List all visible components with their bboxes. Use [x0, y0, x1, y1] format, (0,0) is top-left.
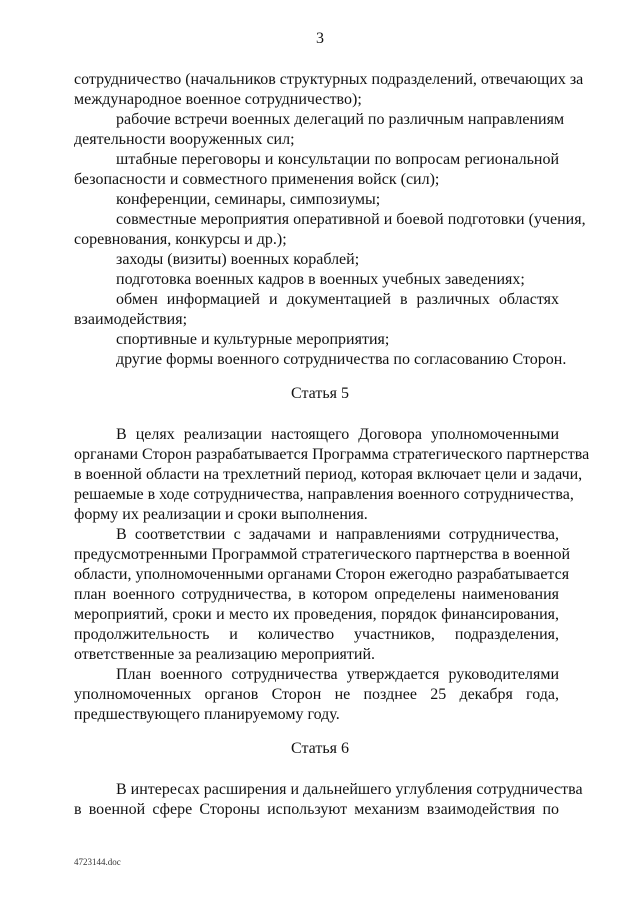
- article-line: форму их реализации и сроки выполнения.: [74, 506, 368, 523]
- list-line: спортивные и культурные мероприятия;: [116, 331, 390, 348]
- article-line: мероприятий, сроки и место их проведения, порядок финансирования,: [74, 606, 559, 623]
- page-number: 3: [316, 30, 324, 47]
- list-line: другие формы военного сотрудничества по согласованию Сторон.: [116, 351, 567, 368]
- list-line: взаимодействия;: [74, 311, 188, 328]
- list-line: соревнования, конкурсы и др.);: [74, 231, 287, 248]
- article-line: области, уполномоченными органами Сторон ежегодно разрабатывается: [74, 566, 570, 583]
- file-name-footer: 4723144.doc: [74, 857, 121, 867]
- list-line: обмен информацией и документацией в различных областях: [116, 291, 559, 308]
- article-line: уполномоченных органов Сторон не позднее 25 декабря года,: [74, 686, 559, 703]
- article-line: в военной сфере Стороны используют механизм взаимодействия по: [74, 801, 559, 818]
- article-line: предшествующего планируемому году.: [74, 706, 340, 723]
- list-line: безопасности и совместного применения войск (сил);: [74, 171, 440, 188]
- list-line: сотрудничество (начальников структурных подразделений, отвечающих за: [74, 71, 584, 88]
- article-line: продолжительность и количество участников, подразделения,: [74, 626, 559, 643]
- list-line: штабные переговоры и консультации по вопросам региональной: [116, 151, 559, 168]
- article-line: план военного сотрудничества, в котором определены наименования: [74, 586, 559, 603]
- list-line: подготовка военных кадров в военных учебных заведениях;: [116, 271, 525, 288]
- article-line: В целях реализации настоящего Договора уполномоченными: [116, 426, 559, 443]
- article-line: ответственные за реализацию мероприятий.: [74, 646, 375, 663]
- article-line: предусмотренными Программой стратегического партнерства в военной: [74, 546, 571, 563]
- article-heading: Статья 6: [291, 740, 349, 757]
- article-line: органами Сторон разрабатывается Программа стратегического партнерства: [74, 446, 590, 463]
- list-line: рабочие встречи военных делегаций по различным направлениям: [116, 111, 565, 128]
- article-line: решаемые в ходе сотрудничества, направления военного сотрудничества,: [74, 486, 574, 503]
- article-heading: Статья 5: [291, 385, 349, 402]
- article-line: План военного сотрудничества утверждается руководителями: [116, 666, 559, 683]
- article-line: В интересах расширения и дальнейшего углубления сотрудничества: [116, 781, 583, 798]
- list-line: совместные мероприятия оперативной и боевой подготовки (учения,: [116, 211, 586, 228]
- list-line: конференции, семинары, симпозиумы;: [116, 191, 381, 208]
- article-line: В соответствии с задачами и направлениями сотрудничества,: [116, 526, 559, 543]
- list-line: деятельности вооруженных сил;: [74, 131, 295, 148]
- article-line: в военной области на трехлетний период, которая включает цели и задачи,: [74, 466, 583, 483]
- list-line: заходы (визиты) военных кораблей;: [116, 251, 360, 268]
- list-line: международное военное сотрудничество);: [74, 91, 362, 108]
